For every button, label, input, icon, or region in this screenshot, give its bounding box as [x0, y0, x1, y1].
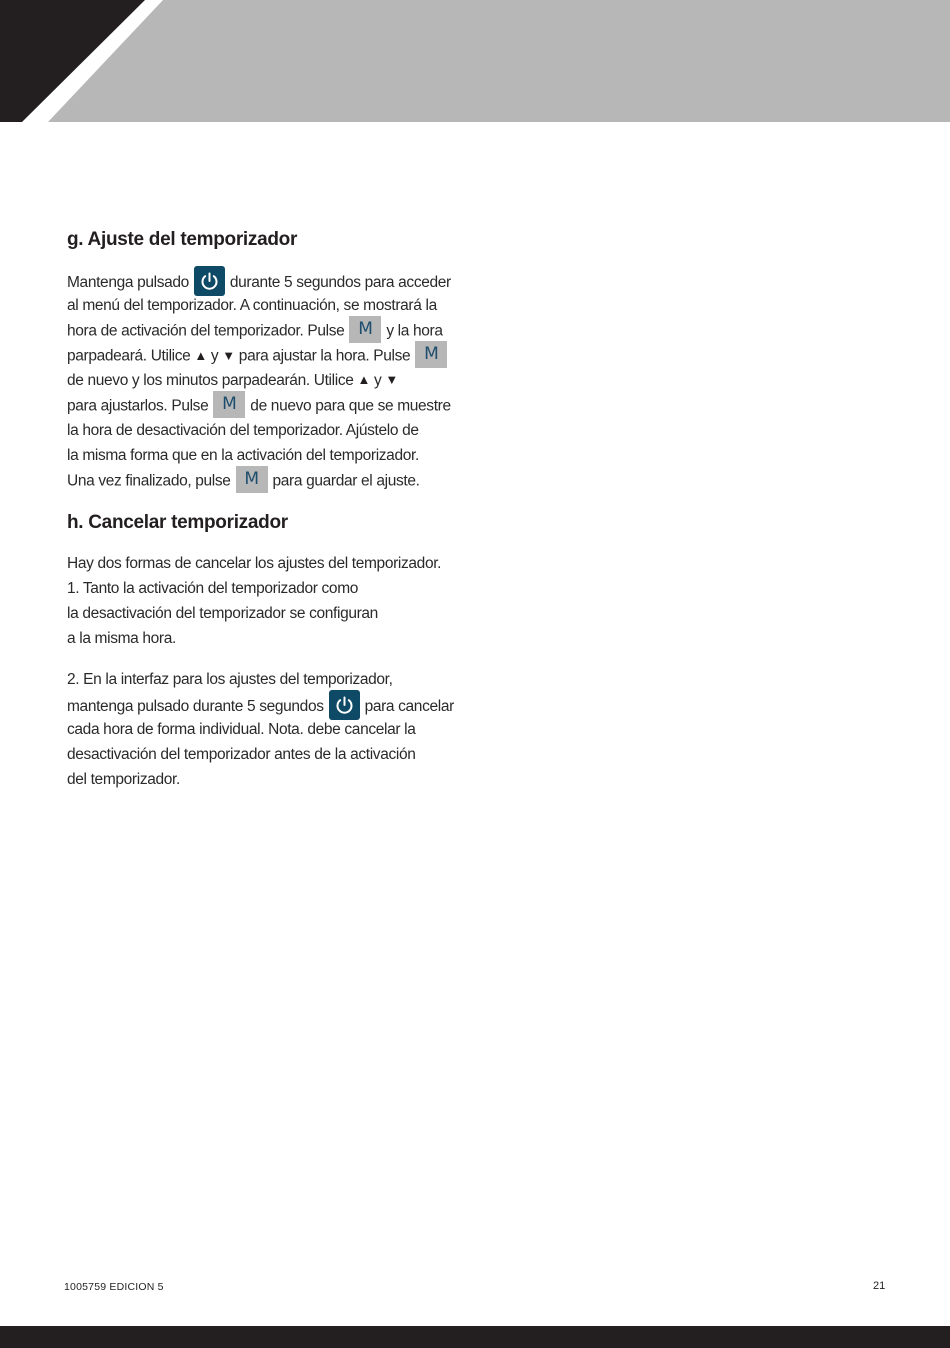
section-h-item2 [67, 667, 487, 792]
down-arrow-icon: ▼ [385, 372, 398, 387]
section-h-heading: h. Cancelar temporizador [67, 512, 288, 533]
text-line: desactivación del temporizador antes de la activación [67, 746, 416, 763]
text-line: la misma forma que en la activación del temporizador. [67, 447, 419, 464]
header-band [0, 0, 950, 122]
text-line: a la misma hora. [67, 630, 176, 647]
power-button-icon [329, 690, 360, 720]
text-line: la desactivación del temporizador se configuran [67, 605, 378, 622]
up-arrow-icon: ▲ [357, 372, 371, 387]
text-line: Mantenga pulsado durante 5 segundos para acceder [67, 268, 487, 293]
text-line: 2. En la interfaz para los ajustes del temporizador, [67, 671, 393, 688]
power-button-icon [194, 266, 225, 296]
main-content [67, 226, 487, 808]
footer-bar [0, 1326, 950, 1348]
section-g-body [67, 268, 487, 493]
m-button-icon: M [236, 466, 268, 493]
footer-doc-code: 1005759 EDICION 5 [64, 1281, 164, 1293]
section-h-intro [67, 551, 487, 651]
text-line: para ajustarlos. Pulse M de nuevo para que se muestre [67, 393, 487, 418]
m-button-icon: M [415, 341, 447, 368]
header-graphic [0, 0, 950, 122]
text-line: 1. Tanto la activación del temporizador como [67, 580, 359, 597]
down-arrow-icon: ▼ [222, 347, 235, 363]
text-line: mantenga pulsado durante 5 segundos para cancelar [67, 692, 487, 717]
text-line: cada hora de forma individual. Nota. debe cancelar la [67, 721, 416, 738]
page-number: 21 [873, 1280, 886, 1292]
text-line: Una vez finalizado, pulse M para guardar el ajuste. [67, 468, 487, 493]
section-g-heading: g. Ajuste del temporizador [67, 229, 298, 250]
m-button-icon: M [349, 316, 381, 343]
m-button-icon: M [213, 391, 245, 418]
text-line: del temporizador. [67, 771, 180, 788]
text-line: al menú del temporizador. A continuación, se mostrará la [67, 297, 437, 314]
text-line: parpadeará. Utilice ▲ y ▼ para ajustar la hora. Pulse M [67, 343, 487, 368]
up-arrow-icon: ▲ [194, 347, 207, 363]
text-line: de nuevo y los minutos parpadearán. Utilice ▲ y ▼ [67, 372, 398, 389]
text-line: hora de activación del temporizador. Pulse M y la hora [67, 318, 487, 343]
text-line: Hay dos formas de cancelar los ajustes del temporizador. [67, 555, 442, 572]
header-grey-wedge [48, 0, 950, 122]
text-line: la hora de desactivación del temporizador. Ajústelo de [67, 422, 419, 439]
